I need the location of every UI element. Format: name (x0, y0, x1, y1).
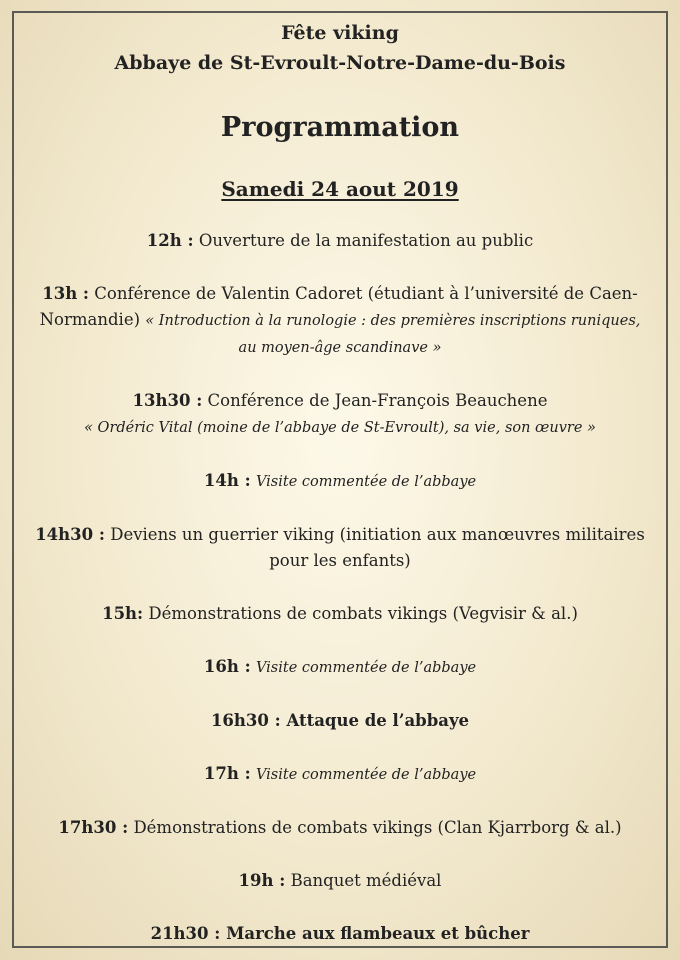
item-time: 17h : (203, 764, 251, 783)
event-name: Fête viking (281, 22, 399, 44)
event-venue: Abbaye de St-Evroult-Notre-Dame-du-Bois (114, 52, 566, 74)
schedule-item-13h30 (30, 388, 650, 441)
schedule-item-21h30 (30, 921, 650, 947)
item-time: 13h30 : (132, 391, 203, 410)
item-text: Conférence de Jean-François Beauchene (207, 391, 548, 410)
schedule-item-14h (30, 468, 650, 495)
item-time: 15h: (102, 604, 144, 623)
item-time: 13h : (42, 284, 90, 303)
item-title: « Introduction à la runologie : des premières inscriptions runiques, au moyen-âge scandinave » (145, 313, 641, 356)
item-text: Marche aux flambeaux et bûcher (226, 924, 530, 943)
item-text: Ouverture de la manifestation au public (198, 231, 534, 250)
item-text: Démonstrations de combats vikings (Clan Kjarrborg & al.) (133, 818, 622, 837)
item-text: Conférence de Valentin Cadoret (étudiant à l’université de Caen-Normandie) (39, 284, 638, 329)
item-time: 14h30 : (35, 525, 105, 544)
item-time: 12h : (146, 231, 194, 250)
schedule-item-17h (30, 761, 650, 788)
item-text: Deviens un guerrier viking (initiation aux manœuvres militaires pour les enfants) (110, 525, 645, 570)
page-title: Programmation (220, 112, 460, 143)
item-time: 16h30 : (210, 711, 281, 730)
item-text: Attaque de l’abbaye (286, 711, 470, 730)
schedule-item-12h (30, 228, 650, 254)
event-date: Samedi 24 aout 2019 (221, 177, 459, 201)
item-title: « Ordéric Vital (moine de l’abbaye de St-Evroult), sa vie, son œuvre » (84, 420, 596, 436)
schedule-item-16h30 (30, 708, 650, 734)
item-time: 14h : (203, 471, 251, 490)
item-text: Démonstrations de combats vikings (Vegvisir & al.) (148, 604, 578, 623)
item-text: Visite commentée de l’abbaye (255, 767, 477, 783)
item-text: Banquet médiéval (290, 871, 442, 890)
item-time: 21h30 : (150, 924, 221, 943)
schedule-item-16h (30, 654, 650, 681)
item-text: Visite commentée de l’abbaye (255, 660, 477, 676)
item-time: 17h30 : (58, 818, 129, 837)
item-text: Visite commentée de l’abbaye (255, 474, 477, 490)
schedule-item-19h (30, 868, 650, 894)
schedule-item-17h30 (30, 815, 650, 841)
schedule-item-13h (30, 281, 650, 361)
item-time: 16h : (203, 657, 251, 676)
schedule-item-15h (30, 601, 650, 627)
schedule-list (30, 228, 650, 947)
schedule-item-14h30 (30, 522, 650, 574)
item-time: 19h : (238, 871, 286, 890)
